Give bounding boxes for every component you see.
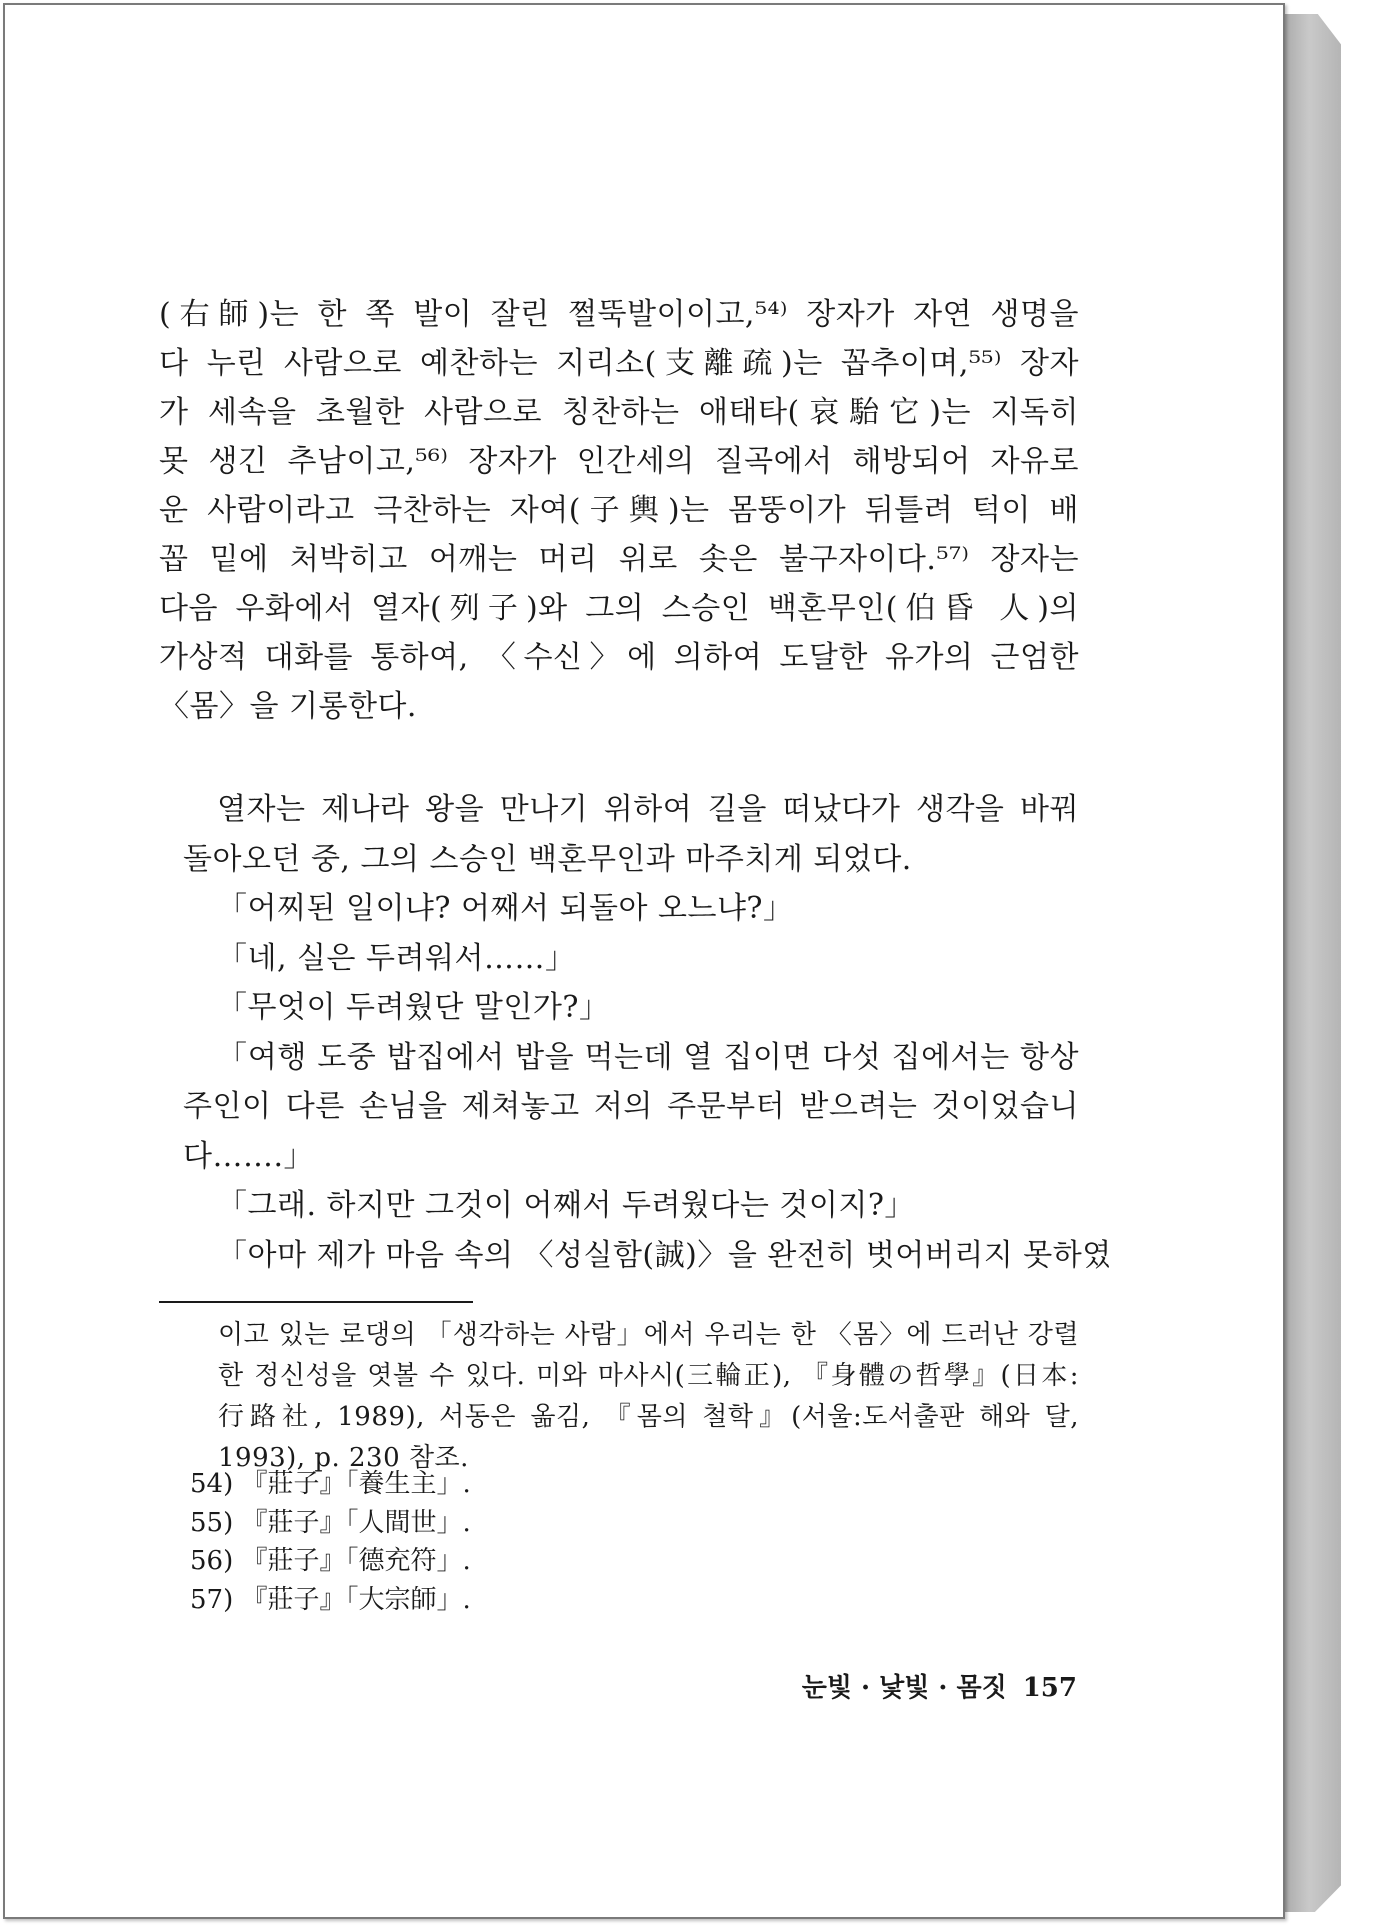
book-page [3, 3, 1285, 1919]
dialogue-line: 다…….」 [183, 1138, 315, 1174]
footnote-line: 1993), p. 230 참조. [218, 1443, 469, 1473]
footnote-separator [159, 1301, 473, 1303]
quote-line: 열자는 제나라 왕을 만나기 위하여 길을 떠났다가 생각을 바꿔 [217, 792, 1079, 827]
footnote-line: 한 정신성을 엿볼 수 있다. 미와 마사시(三輪正), 『身體の哲學』(日本: [218, 1361, 1079, 1391]
page-edge-shadow [1283, 14, 1341, 1912]
body-line: (右師)는 한 쪽 발이 잘린 쩔뚝발이이고,⁵⁴⁾ 장자가 자연 생명을 [159, 297, 1079, 332]
body-line: 다음 우화에서 열자(列子)와 그의 스승인 백혼무인(伯昏 人)의 [159, 591, 1079, 626]
footnote-57: 57) 『莊子』「大宗師」. [190, 1584, 471, 1615]
dialogue-line: 「여행 도중 밥집에서 밥을 먹는데 열 집이면 다섯 집에서는 항상 [217, 1039, 1079, 1075]
footnote-line: 이고 있는 로댕의 「생각하는 사람」에서 우리는 한 〈몸〉에 드러난 강렬 [218, 1320, 1079, 1350]
footnote-list [190, 1465, 790, 1619]
dialogue-line: 「아마 제가 마음 속의 〈성실함(誠)〉을 완전히 벗어버리지 못하였 [217, 1237, 1112, 1273]
body-line: 〈몸〉을 기롱한다. [159, 689, 417, 724]
body-line: 가 세속을 초월한 사람으로 칭찬하는 애태타(哀駘它)는 지독히 [159, 395, 1079, 430]
footnote-54: 54) 『莊子』「養生主」. [190, 1469, 471, 1499]
dialogue-line: 주인이 다른 손님을 제쳐놓고 저의 주문부터 받으려는 것이었습니 [183, 1089, 1079, 1124]
body-line: 가상적 대화를 통하여, 〈수신〉에 의하여 도달한 유가의 근엄한 [159, 640, 1079, 675]
dialogue-line: 「무엇이 두려웠단 말인가?」 [217, 990, 610, 1025]
page-number: 157 [1022, 1673, 1077, 1703]
body-line: 꼽 밑에 처박히고 어깨는 머리 위로 솟은 불구자이다.⁵⁷⁾ 장자는 [159, 542, 1079, 577]
quote-line: 돌아오던 중, 그의 스승인 백혼무인과 마주치게 되었다. [183, 841, 912, 877]
footnote-55: 55) 『莊子』「人間世」. [190, 1507, 471, 1538]
footnote-line: 行路社, 1989), 서동은 옮김, 『몸의 철학』(서울:도서출판 해와 달, [218, 1402, 1079, 1432]
body-line: 운 사람이라고 극찬하는 자여(子輿)는 몸뚱이가 뒤틀려 턱이 배 [159, 493, 1079, 528]
main-paragraph [159, 290, 1079, 731]
footnote-continuation [218, 1315, 1079, 1479]
quoted-fable [183, 785, 1112, 1280]
running-title: 눈빛 · 낯빛 · 몸짓 [801, 1673, 1007, 1703]
dialogue-line: 「네, 실은 두려워서……」 [217, 940, 576, 976]
dialogue-line: 「그래. 하지만 그것이 어째서 두려웠다는 것이지?」 [217, 1188, 915, 1223]
body-line: 다 누린 사람으로 예찬하는 지리소(支離疏)는 꼽추이며,⁵⁵⁾ 장자 [159, 346, 1079, 381]
footnote-56: 56) 『莊子』「德充符」. [190, 1546, 471, 1576]
body-line: 못 생긴 추남이고,⁵⁶⁾ 장자가 인간세의 질곡에서 해방되어 자유로 [159, 444, 1079, 479]
running-footer [777, 1667, 1077, 1704]
dialogue-line: 「어찌된 일이냐? 어째서 되돌아 오느냐?」 [217, 891, 794, 926]
